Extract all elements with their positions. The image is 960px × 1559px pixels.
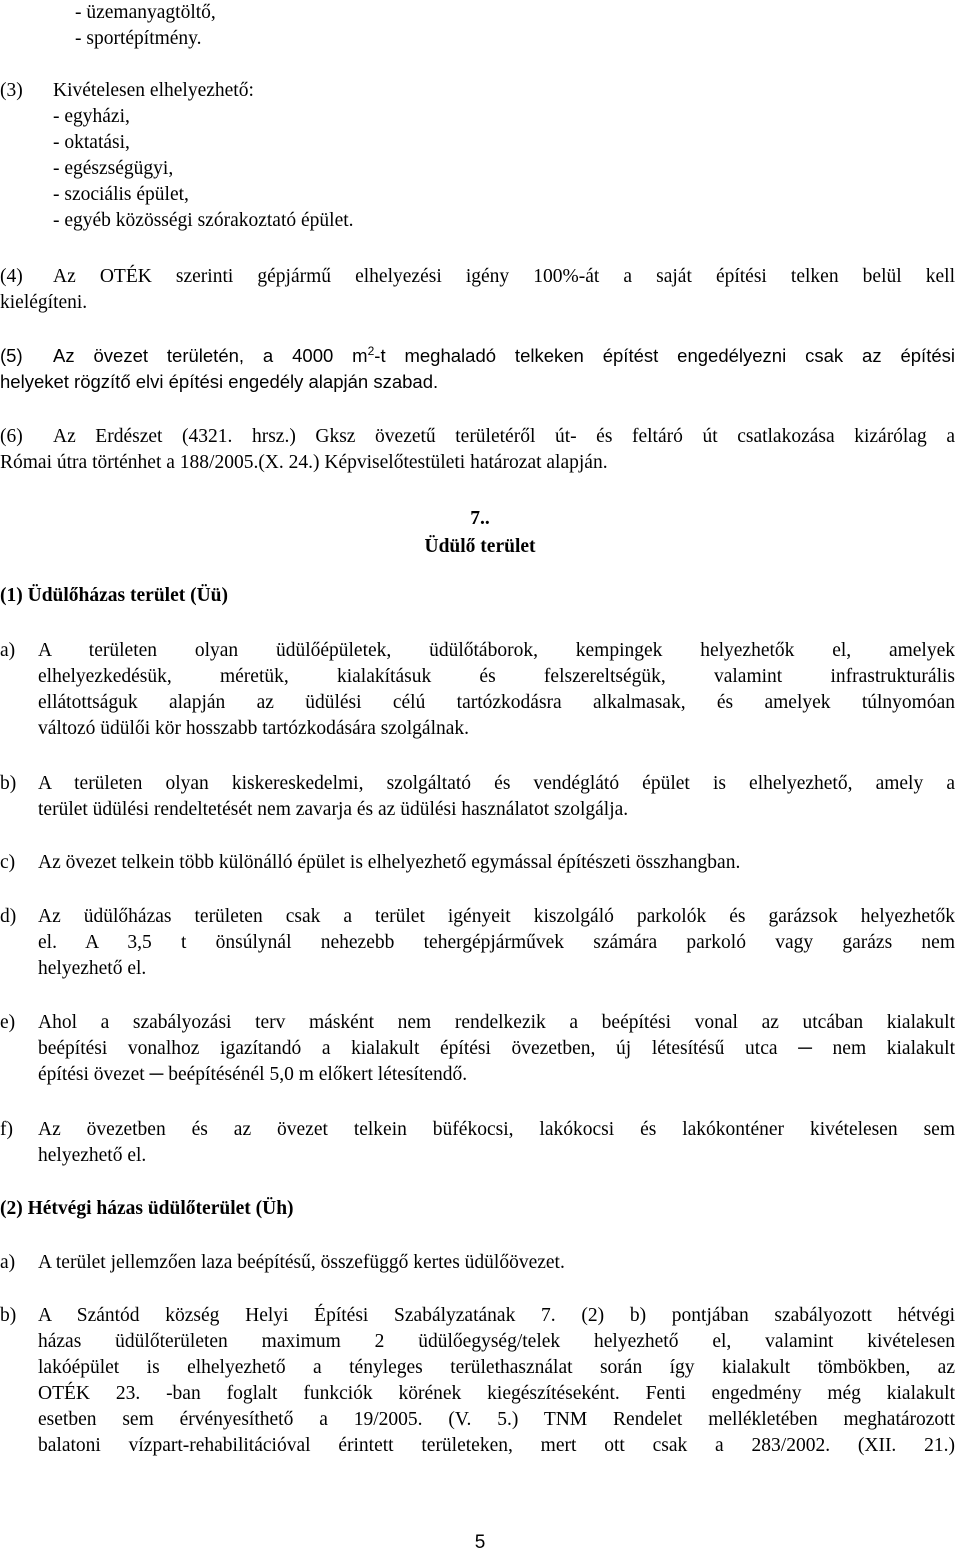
section-title: Üdülő terület (424, 536, 536, 557)
list-item: - egyházi, (53, 106, 130, 127)
paragraph-4 (0, 264, 955, 316)
item-label: d) (0, 906, 17, 927)
list-item: - egyéb közösségi szórakoztató épület. (53, 210, 354, 231)
superscript: 2 (367, 344, 375, 358)
paragraph-intro: Kivételesen elhelyezhető: (53, 80, 254, 101)
paragraph-line-part: -t meghaladó telkeken építést engedélyezni csak az építési (374, 345, 955, 366)
item-line: Az övezetben és az övezet telkein büfékocsi, lakókocsi és lakókonténer kivételesen sem (38, 1119, 955, 1140)
item-line: beépítési vonalhoz igazítandó a kialakult építési övezetben, új létesítésű utca ─ nem kialakult (38, 1038, 955, 1059)
item-line: el. A 3,5 t önsúlynál nehezebb tehergépjárművek számára parkoló vagy garázs nem (38, 932, 955, 953)
item-line: elhelyezkedésük, méretük, kialakításuk és felszereltségük, valamint infrastrukturális (38, 666, 955, 687)
list-item: - egészségügyi, (53, 158, 174, 179)
paragraph-number: (6) (0, 426, 23, 447)
subsection-heading: (2) Hétvégi házas üdülőterület (Üh) (0, 1198, 294, 1219)
paragraph-6 (0, 424, 955, 476)
item-line: Az üdülőházas területen csak a terület igényeit kiszolgáló parkolók és garázsok helyezhetők (38, 906, 955, 927)
paragraph-line: Az OTÉK szerinti gépjármű elhelyezési igény 100%-át a saját építési telken belül kell (53, 266, 955, 287)
item-label: a) (0, 1252, 16, 1273)
list-item-a (0, 1250, 955, 1276)
item-line: építési övezet ─ beépítésénél 5,0 m előkert létesítendő. (38, 1064, 468, 1085)
paragraph-line: Római útra történhet a 188/2005.(X. 24.) Képviselőtestületi határozat alapján. (0, 452, 608, 473)
item-label: a) (0, 640, 16, 661)
item-line: lakóépület is elhelyezhető a tényleges területhasználat során így kialakult tömbökben, az (38, 1357, 955, 1378)
paragraph-number: (5) (0, 345, 23, 366)
item-line: balatoni vízpart-rehabilitációval érintett területeken, mert ott csak a 283/2002. (XII. 21.) (38, 1435, 955, 1456)
item-label: e) (0, 1012, 16, 1033)
item-line: A területen olyan kiskereskedelmi, szolgáltató és vendéglátó épület is elhelyezhető, amely a (38, 773, 955, 794)
item-line: OTÉK 23. -ban foglalt funkciók körének kiegészítéseként. Fenti engedmény még kialakult (38, 1383, 955, 1404)
list-item-b (0, 1303, 955, 1459)
paragraph-line: kielégíteni. (0, 292, 88, 313)
item-line: Az övezet telkein több különálló épület is elhelyezhető egymással építészeti összhangban. (38, 852, 741, 873)
list-item: - szociális épület, (53, 184, 189, 205)
paragraph-number: (4) (0, 266, 23, 287)
list-item-e (0, 1010, 955, 1088)
list-item-f (0, 1117, 955, 1169)
paragraph-line-part: Az övezet területén, a 4000 m (53, 345, 368, 366)
list-item: - üzemanyagtöltő, (75, 2, 216, 23)
list-item-d (0, 904, 955, 982)
item-line: A Szántód község Helyi Építési Szabályzatának 7. (2) b) pontjában szabályozott hétvégi (38, 1305, 955, 1326)
item-line: helyezhető el. (38, 958, 147, 979)
page-number: 5 (474, 1532, 486, 1553)
item-label: b) (0, 1305, 17, 1326)
list-item: - sportépítmény. (75, 28, 202, 49)
list-item-c (0, 850, 955, 876)
item-label: b) (0, 773, 17, 794)
paragraph-number: (3) (0, 80, 23, 101)
item-line: Ahol a szabályozási terv másként nem rendelkezik a beépítési vonal az utcában kialakult (38, 1012, 955, 1033)
item-line: A terület jellemzően laza beépítésű, összefüggő kertes üdülőövezet. (38, 1252, 565, 1273)
top-list (75, 0, 475, 52)
paragraph-line (53, 343, 955, 369)
item-line: A területen olyan üdülőépületek, üdülőtáborok, kempingek helyezhetők el, amelyek (38, 640, 955, 661)
paragraph-3 (0, 78, 950, 234)
paragraph-line: Az Erdészet (4321. hrsz.) Gksz övezetű területéről út- és feltáró út csatlakozása kizárólag a (53, 426, 955, 447)
item-line: változó üdülői kör hosszabb tartózkodására szolgálnak. (38, 718, 470, 739)
list-item: - oktatási, (53, 132, 130, 153)
paragraph-line: helyeket rögzítő elvi építési engedély alapján szabad. (0, 371, 439, 392)
list-item-a (0, 638, 955, 742)
item-line: terület üdülési rendeltetését nem zavarja és az üdülési használatot szolgálja. (38, 799, 629, 820)
section-number: 7.. (470, 508, 490, 529)
item-line: esetben sem érvényesíthető a 19/2005. (V. 5.) TNM Rendelet mellékletében meghatározott (38, 1409, 955, 1430)
subsection-heading: (1) Üdülőházas terület (Üü) (0, 585, 229, 606)
section-heading (380, 505, 580, 561)
item-label: f) (0, 1119, 13, 1140)
item-line: ellátottságuk alapján az üdülési célú tartózkodásra alkalmasak, és amelyek túlnyomóan (38, 692, 955, 713)
list-item-b (0, 771, 955, 823)
item-line: helyezhető el. (38, 1145, 147, 1166)
item-label: c) (0, 852, 16, 873)
item-line: házas üdülőterületen maximum 2 üdülőegység/telek helyezhető el, valamint kivételesen (38, 1331, 955, 1352)
paragraph-5 (0, 343, 955, 395)
